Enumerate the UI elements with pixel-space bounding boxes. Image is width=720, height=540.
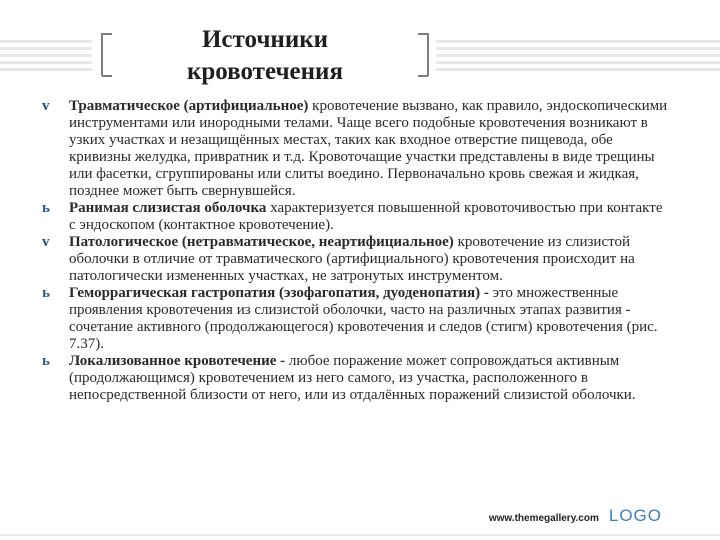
logo: LOGO (608, 506, 662, 525)
list-item (42, 98, 672, 200)
list-item (42, 353, 672, 404)
item-text: кровотечение вызвано, как правило, эндоскопическими инструментами или инородными телами. Чаще всего подобные кровотечения возникают в узких участках и незащищённых местах, таких как входное отверстие пищевода, обе кривизны желудка, привратник и т.д. Кровоточащие участки представлены в виде трещины или фасетки, сгруппированы или слиты воедино. Первоначально кровь свежая и жидкая, позднее может быть свернувшейся. (69, 98, 668, 199)
bottom-divider (0, 530, 720, 540)
list-item (42, 234, 672, 285)
item-heading: Ранимая слизистая оболочка (69, 200, 267, 216)
item-text: характеризуется повышенной кровоточивостью при контакте с эндоскопом (контактное кровотечение). (69, 200, 663, 233)
title-line-2: кровотечения (187, 58, 343, 85)
footer (489, 506, 662, 526)
check-bullet-icon: ь (42, 353, 50, 369)
list-item (42, 285, 672, 353)
item-heading: Геморрагическая гастропатия (эзофагопатия, дуоденопатия) - (69, 285, 489, 301)
diamond-bullet-icon: v (42, 98, 50, 114)
diamond-bullet-icon: v (42, 234, 50, 250)
item-heading: Травматическое (артифициальное) (69, 98, 309, 114)
item-heading: Патологическое (нетравматическое, неартифициальное) (69, 234, 454, 250)
title-block (100, 26, 430, 85)
item-text: это множественные проявления кровотечения из слизистой оболочки, часто на различных этапах развития - сочетание активного (продолжающегося) кровотечения и следов (стигм) кровотечения (рис. 7.37). (69, 285, 658, 352)
check-bullet-icon: ь (42, 200, 50, 216)
item-text: кровотечение из слизистой оболочки в отличие от травматического (артифициального) кровотечения происходит на патологически измененных участках, не затронутых инструментом. (69, 234, 635, 284)
list-item (42, 200, 672, 234)
item-text: любое поражение может сопровождаться активным (продолжающимся) кровотечением из него самого, из участка, расположенного в непосредственной близости от него, или из отдалённых поражений слизистой оболочки. (69, 353, 636, 403)
item-heading: Локализованное кровотечение - (69, 353, 286, 369)
check-bullet-icon: ь (42, 285, 50, 301)
bullet-list (42, 98, 672, 404)
page-title (100, 24, 430, 88)
footer-url[interactable]: www.themegallery.com (488, 513, 599, 524)
title-line-1: Источники (201, 26, 329, 53)
